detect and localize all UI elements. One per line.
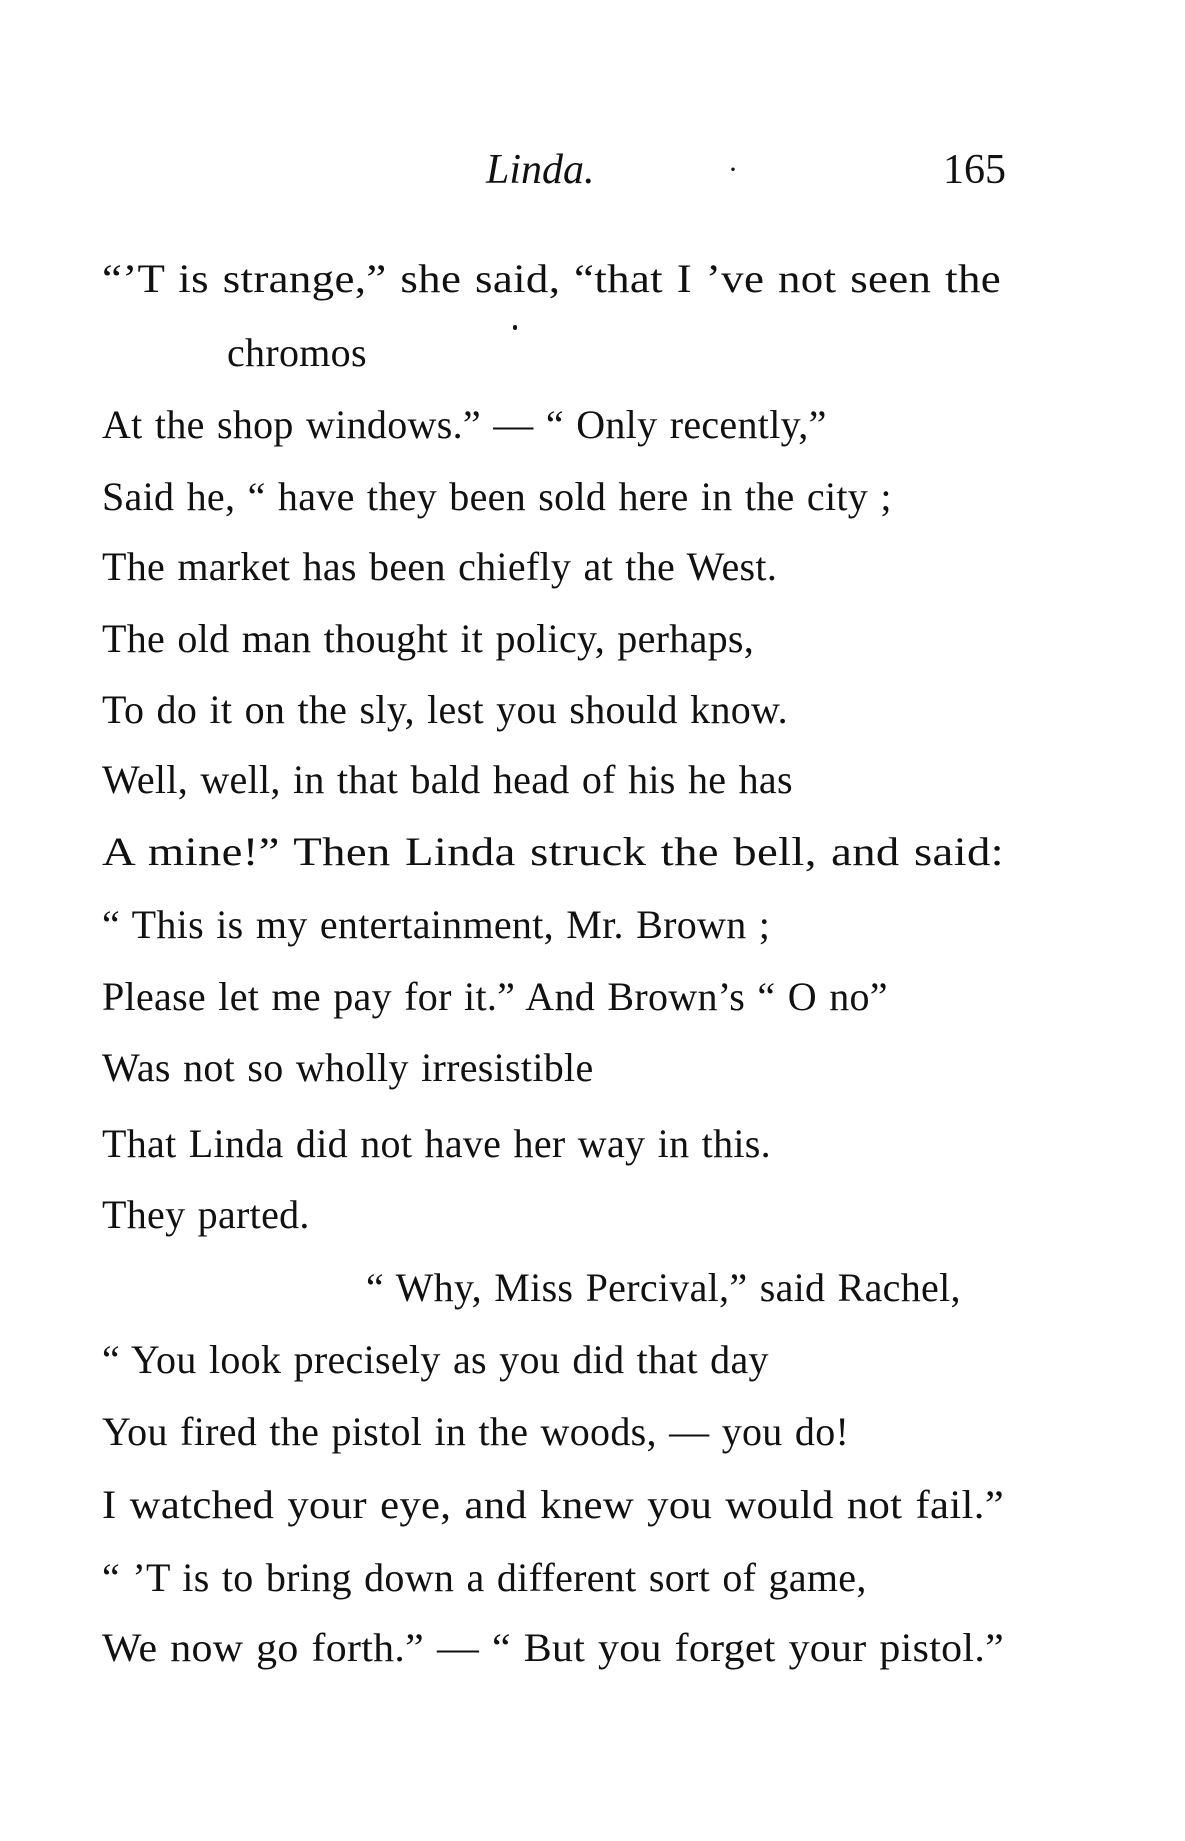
text-line: “ This is my entertainment, Mr. Brown ;	[102, 902, 771, 947]
text-line: chromos	[227, 330, 367, 375]
text-line: To do it on the sly, lest you should know.	[102, 687, 788, 732]
text-line: “ You look precisely as you did that day	[102, 1337, 769, 1382]
page-number: 165	[943, 147, 1006, 193]
text-line: The market has been chiefly at the West.	[102, 544, 778, 589]
text-line: At the shop windows.” — “ Only recently,”	[102, 402, 827, 447]
header-separator: ·	[728, 153, 738, 186]
text-line: I watched your eye, and knew you would not fail.”	[102, 1482, 1005, 1527]
text-line: Please let me pay for it.” And Brown’s “ O no”	[102, 974, 888, 1019]
text-line: They parted.	[102, 1192, 310, 1237]
text-line: Well, well, in that bald head of his he has	[102, 757, 793, 802]
text-line: We now go forth.” — “ But you forget your pistol.”	[102, 1625, 1004, 1670]
running-title: Linda.	[486, 147, 595, 193]
text-line: Was not so wholly irresistible	[102, 1045, 594, 1090]
text-line: “’T is strange,” she said, “that I ’ve not seen the	[102, 256, 1001, 301]
ink-speck	[513, 325, 517, 330]
text-line: A mine!” Then Linda struck the bell, and said:	[102, 829, 1004, 874]
text-line: “ ’T is to bring down a different sort of game,	[102, 1555, 867, 1600]
text-line: Said he, “ have they been sold here in the city ;	[102, 474, 892, 519]
text-line: You fired the pistol in the woods, — you do!	[102, 1409, 850, 1454]
text-line: “ Why, Miss Percival,” said Rachel,	[366, 1265, 961, 1310]
text-line: The old man thought it policy, perhaps,	[102, 616, 755, 661]
text-line: That Linda did not have her way in this.	[102, 1121, 771, 1166]
